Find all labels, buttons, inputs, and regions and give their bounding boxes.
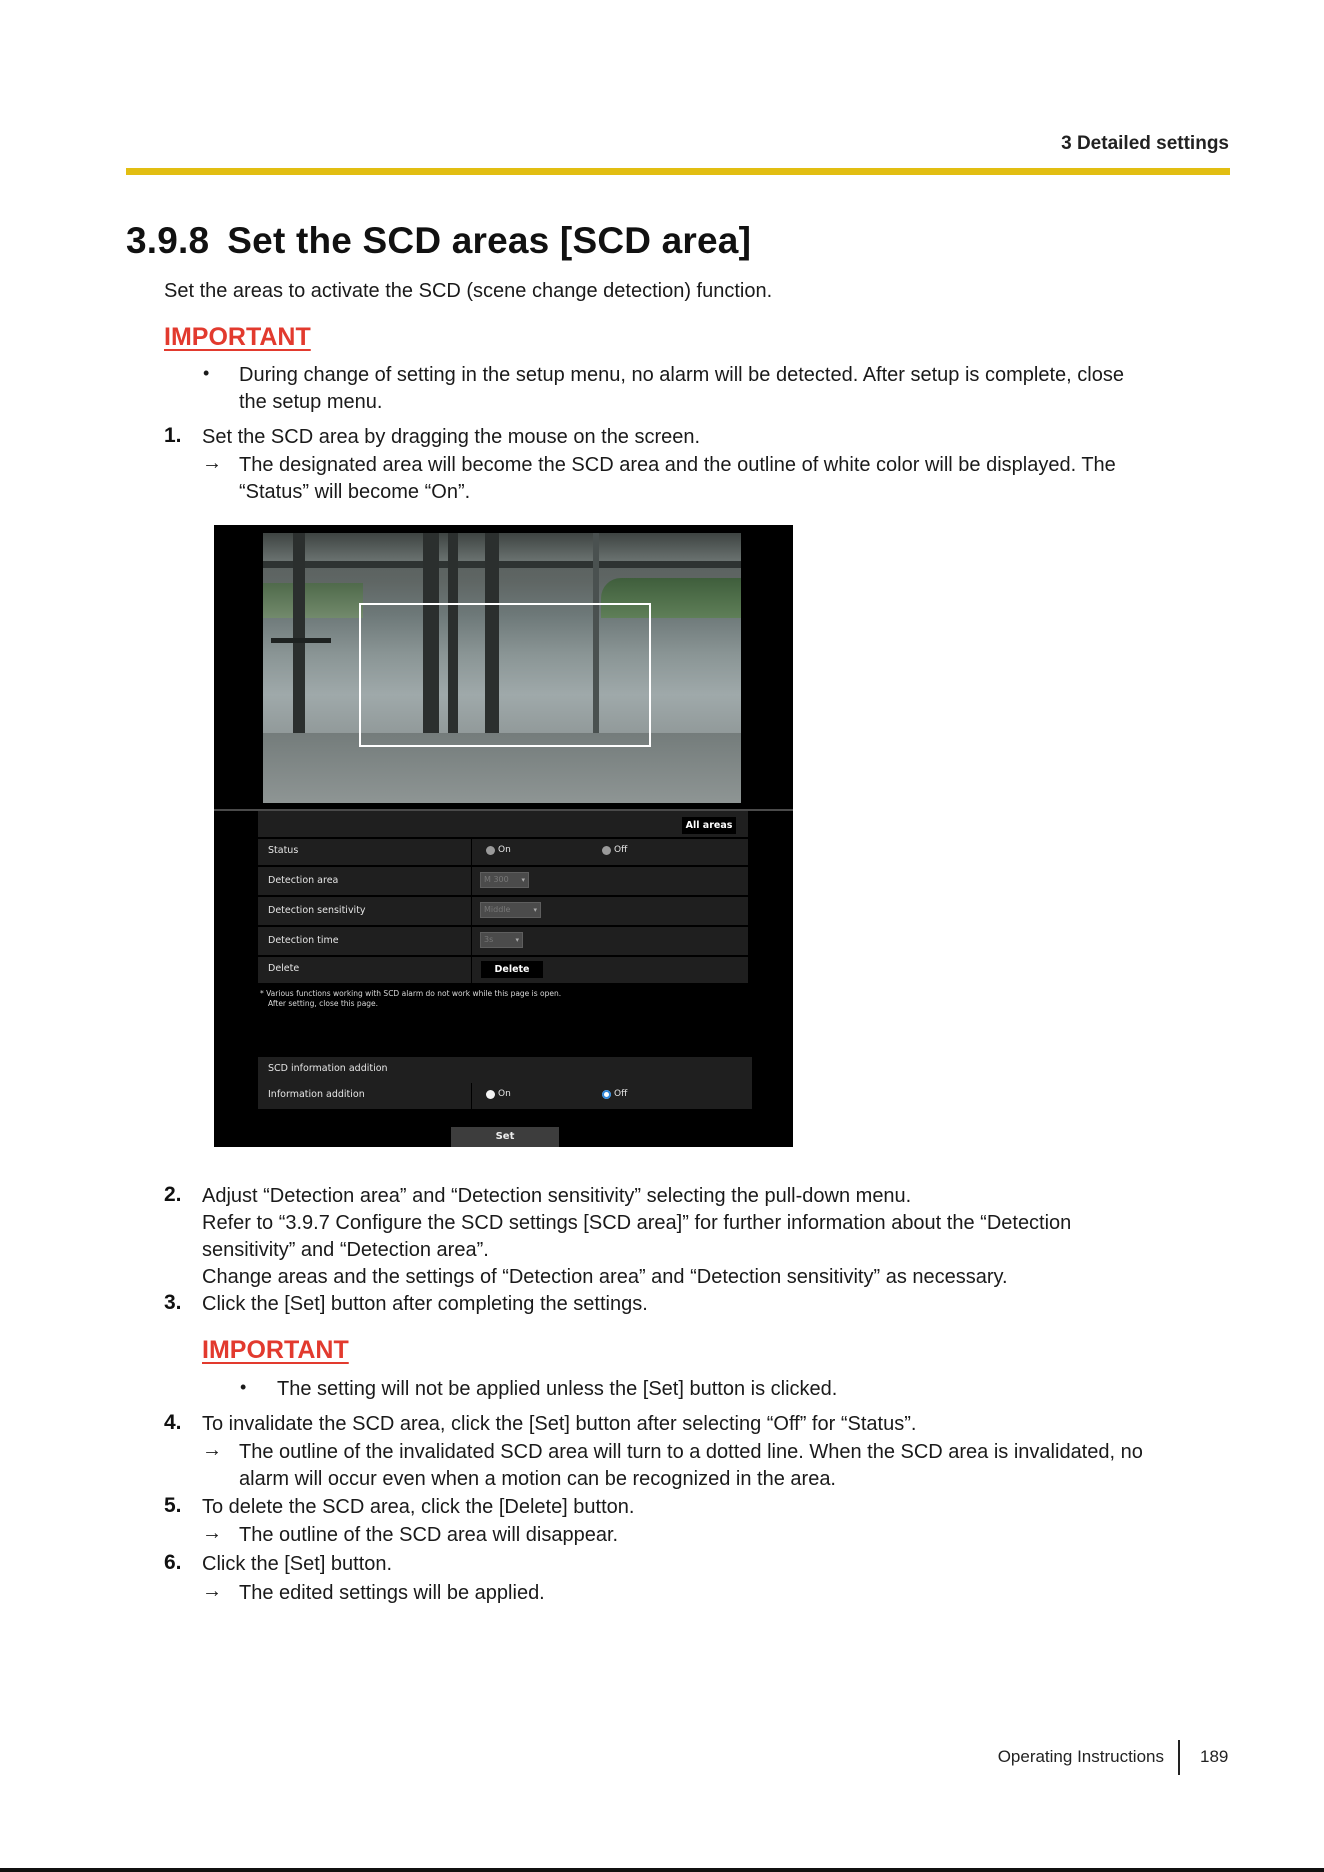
intro-text: Set the areas to activate the SCD (scene change detection) function.: [164, 280, 773, 302]
row-separator: [471, 867, 472, 895]
step2-line1: Adjust “Detection area” and “Detection sensitivity” selecting the pull-down menu.: [202, 1185, 912, 1207]
step6-text: Click the [Set] button.: [202, 1553, 393, 1575]
step-number: 1.: [164, 424, 182, 447]
status-off-radio[interactable]: [602, 846, 611, 855]
status-row: [258, 839, 748, 867]
footer-doc-name: Operating Instructions: [997, 1747, 1164, 1766]
scd-area-outline[interactable]: [359, 603, 651, 747]
important-bullet-line2: the setup menu.: [239, 391, 383, 413]
step3-text: Click the [Set] button after completing the settings.: [202, 1293, 648, 1315]
chevron-down-icon: ▾: [533, 906, 537, 914]
info-off-label: Off: [614, 1089, 628, 1099]
chevron-down-icon: ▾: [515, 936, 519, 944]
status-on-label: On: [498, 845, 511, 855]
section-number: 3.9.8: [126, 220, 210, 261]
footer-divider: [1178, 1740, 1180, 1775]
row-separator: [471, 927, 472, 955]
important2-bullet: The setting will not be applied unless the [Set] button is clicked.: [277, 1378, 838, 1400]
detection-area-label: Detection area: [268, 875, 339, 886]
row-separator: [471, 839, 472, 865]
row-separator: [471, 957, 472, 983]
detection-area-row: [258, 867, 748, 897]
detection-time-value: 3s: [484, 935, 494, 944]
chevron-down-icon: ▾: [521, 876, 525, 884]
result-arrow-icon: →: [202, 452, 222, 474]
result-arrow-icon: →: [202, 1580, 222, 1602]
info-on-radio[interactable]: [486, 1090, 495, 1099]
bottom-rule: [0, 1868, 1324, 1872]
info-addition-row: [258, 1083, 752, 1111]
page-number: 189: [1200, 1747, 1229, 1766]
detection-time-row: [258, 927, 748, 957]
camera-column: [293, 533, 305, 733]
status-on-radio[interactable]: [486, 846, 495, 855]
camera-ceiling: [263, 533, 741, 561]
section-title-text: Set the SCD areas [SCD area]: [227, 220, 752, 261]
all-areas-button[interactable]: All areas: [682, 817, 736, 834]
delete-button[interactable]: Delete: [481, 961, 543, 978]
camera-hedge-left: [263, 583, 363, 618]
important-bullet-line1: During change of setting in the setup menu, no alarm will be detected. After setup is complete, close: [239, 364, 1124, 386]
step1-result-line2: “Status” will become “On”.: [239, 481, 471, 503]
step6-result: The edited settings will be applied.: [239, 1582, 545, 1604]
running-header: 3 Detailed settings: [1061, 133, 1229, 154]
note-line2: After setting, close this page.: [268, 999, 379, 1008]
detection-sensitivity-label: Detection sensitivity: [268, 905, 366, 916]
camera-table: [271, 638, 331, 643]
info-header-label: SCD information addition: [268, 1063, 388, 1074]
row-separator: [471, 1083, 472, 1109]
all-areas-row: [258, 811, 748, 839]
step-number: 2.: [164, 1183, 182, 1206]
info-header-row: [258, 1057, 752, 1085]
status-label: Status: [268, 845, 299, 856]
note-line1: * Various functions working with SCD alarm do not work while this page is open.: [260, 989, 562, 998]
step4-text: To invalidate the SCD area, click the [Set] button after selecting “Off” for “Status”.: [202, 1413, 917, 1435]
step-number: 6.: [164, 1551, 182, 1574]
step2-line4: Change areas and the settings of “Detection area” and “Detection sensitivity” as necessary.: [202, 1266, 1008, 1288]
header-rule: [126, 168, 1230, 175]
step5-result: The outline of the SCD area will disappear.: [239, 1524, 619, 1546]
set-button[interactable]: Set: [451, 1127, 559, 1147]
info-on-label: On: [498, 1089, 511, 1099]
detection-sensitivity-row: [258, 897, 748, 927]
row-separator: [471, 897, 472, 925]
detection-sensitivity-value: Middle: [484, 905, 511, 914]
step1-result-line1: The designated area will become the SCD area and the outline of white color will be displayed. The: [239, 454, 1116, 476]
step2-line3: sensitivity” and “Detection area”.: [202, 1239, 489, 1261]
delete-row: [258, 957, 748, 985]
camera-beam: [263, 561, 741, 568]
bullet-dot: •: [203, 363, 210, 383]
detection-time-label: Detection time: [268, 935, 339, 946]
detection-area-value: M 300: [484, 875, 509, 884]
bullet-dot: •: [240, 1377, 247, 1397]
step1-text: Set the SCD area by dragging the mouse on the screen.: [202, 426, 701, 448]
step2-line2: Refer to “3.9.7 Configure the SCD settings [SCD area]” for further information about the “Detection: [202, 1212, 1072, 1234]
result-arrow-icon: →: [202, 1522, 222, 1544]
step-number: 5.: [164, 1494, 182, 1517]
info-off-radio[interactable]: [602, 1090, 611, 1099]
step4-result-line2: alarm will occur even when a motion can be recognized in the area.: [239, 1468, 836, 1490]
camera-image[interactable]: [263, 533, 741, 803]
result-arrow-icon: →: [202, 1439, 222, 1461]
important-heading: IMPORTANT: [164, 323, 311, 351]
section-title: [126, 220, 751, 262]
info-addition-label: Information addition: [268, 1089, 365, 1100]
important-heading: IMPORTANT: [202, 1336, 349, 1364]
delete-label: Delete: [268, 963, 300, 974]
detection-area-select[interactable]: [480, 872, 529, 888]
step5-text: To delete the SCD area, click the [Delete] button.: [202, 1496, 635, 1518]
step-number: 4.: [164, 1411, 182, 1434]
detection-sensitivity-select[interactable]: [480, 902, 541, 918]
detection-time-select[interactable]: [480, 932, 523, 948]
status-off-label: Off: [614, 845, 628, 855]
settings-screenshot: [214, 525, 793, 1147]
step-number: 3.: [164, 1291, 182, 1314]
step4-result-line1: The outline of the invalidated SCD area will turn to a dotted line. When the SCD area is invalidated, no: [239, 1441, 1143, 1463]
